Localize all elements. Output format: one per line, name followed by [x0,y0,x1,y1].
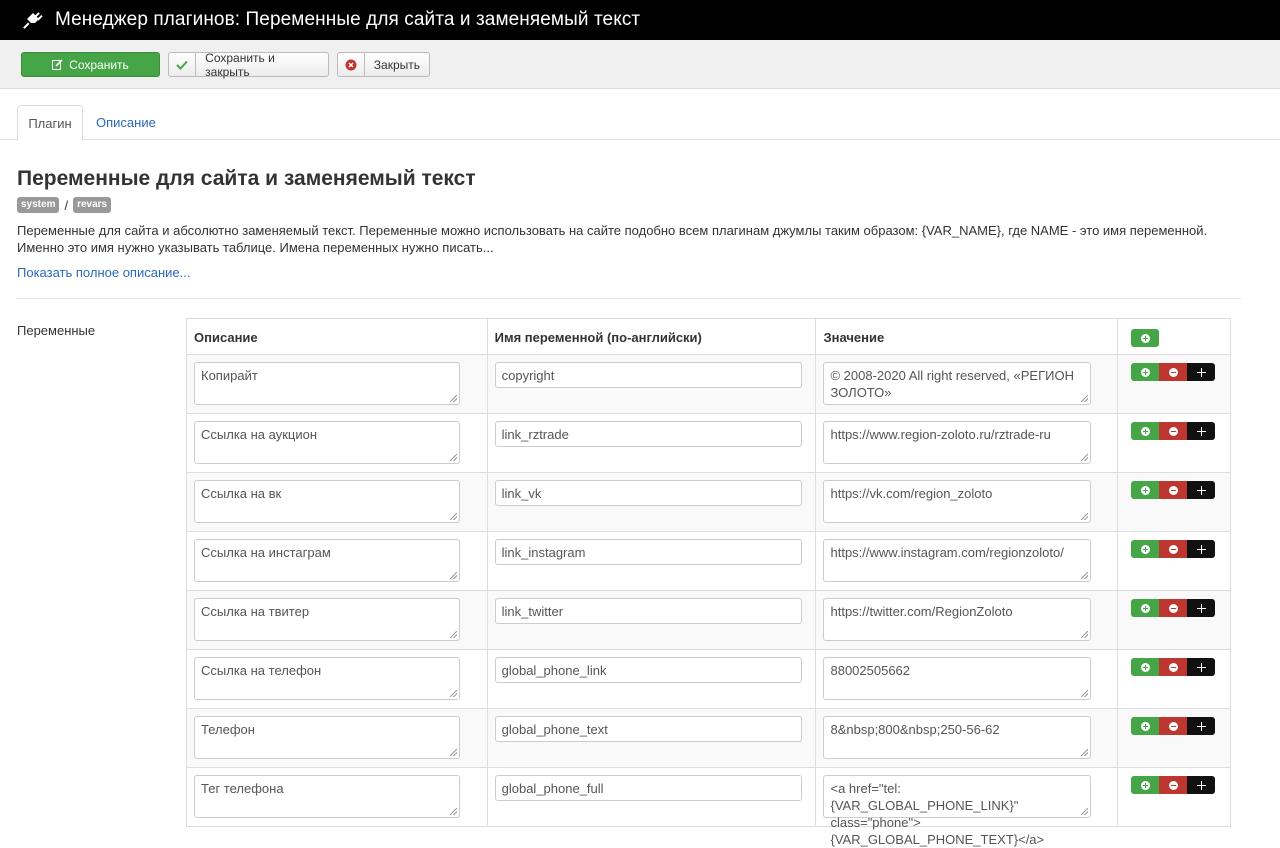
row-action-group [1131,540,1223,558]
move-row-handle[interactable] [1187,599,1215,617]
plus-icon [1141,722,1150,731]
cell-description [187,532,488,591]
cell-value [816,414,1118,473]
variables-table [186,318,1231,847]
cell-description [187,768,488,827]
header-bar [0,0,1280,40]
plus-icon [1141,781,1150,790]
value-textarea[interactable]: 8&nbsp;800&nbsp;250-56-62 [823,716,1091,759]
badge-group: system [17,197,59,213]
cell-actions [1118,414,1231,473]
close-button[interactable] [337,52,430,77]
close-circle-icon [338,53,365,76]
move-icon [1197,663,1206,672]
save-button[interactable] [21,52,160,77]
move-icon [1197,781,1206,790]
row-action-group [1131,599,1223,617]
cell-name [487,768,816,827]
column-header-description: Описание [187,319,488,355]
move-row-handle[interactable] [1187,363,1215,381]
toolbar [0,40,1280,89]
cell-value [816,709,1118,768]
description-textarea[interactable]: Тег телефона [194,775,460,818]
minus-icon [1169,368,1178,377]
plus-icon [1141,486,1150,495]
cell-name [487,355,816,414]
plugin-description: Переменные для сайта и абсолютно заменяемый текст. Переменные можно использовать на сайте подобно всем плагинам джумлы таким образом: {VAR_NAME}, где NAME - это имя переменной. Именно это имя нужно указывать таблице. Имена переменных нужно писать... [17,223,1208,255]
plugin-badges [17,197,111,213]
row-action-group [1131,422,1223,440]
minus-icon [1169,663,1178,672]
value-textarea[interactable]: https://vk.com/region_zoloto [823,480,1091,523]
add-row-after-button[interactable] [1131,658,1159,676]
column-header-value: Значение [816,319,1118,355]
save-button-label: Сохранить [69,57,129,72]
row-action-group [1131,363,1223,381]
description-textarea[interactable]: Ссылка на вк [194,480,460,523]
add-row-after-button[interactable] [1131,776,1159,794]
cell-name [487,650,816,709]
row-action-group [1131,776,1223,794]
table-row [187,768,1231,827]
cell-value [816,532,1118,591]
plus-icon [1141,604,1150,613]
plus-icon [1141,663,1150,672]
plus-icon [1141,334,1150,343]
move-row-handle[interactable] [1187,422,1215,440]
cell-name [487,709,816,768]
minus-icon [1169,781,1178,790]
cell-actions [1118,532,1231,591]
minus-icon [1169,545,1178,554]
remove-row-button[interactable] [1159,363,1187,381]
table-row [187,473,1231,532]
cell-value [816,650,1118,709]
plugin-title: Переменные для сайта и заменяемый текст [17,167,476,190]
description-textarea[interactable]: Ссылка на телефон [194,657,460,700]
cell-actions [1118,768,1231,827]
table-row [187,591,1231,650]
tab-bar [0,105,1280,140]
move-icon [1197,722,1206,731]
cell-description [187,650,488,709]
cell-actions [1118,650,1231,709]
value-textarea[interactable]: © 2008-2020 All right reserved, «РЕГИОН ЗОЛОТО» [823,362,1091,405]
save-and-close-label: Сохранить и закрыть [205,50,275,79]
value-textarea[interactable]: https://www.instagram.com/regionzoloto/ [823,539,1091,582]
move-icon [1197,486,1206,495]
value-textarea[interactable]: https://www.region-zoloto.ru/rztrade-ru [823,421,1091,464]
cell-actions [1118,355,1231,414]
add-row-after-button[interactable] [1131,717,1159,735]
value-textarea[interactable]: https://twitter.com/RegionZoloto [823,598,1091,641]
page-title: Менеджер плагинов: Переменные для сайта и заменяемый текст [55,9,641,30]
table-row [187,532,1231,591]
cell-description [187,473,488,532]
move-icon [1197,604,1206,613]
badge-element: revars [73,197,111,213]
variable-name-input[interactable]: global_phone_text [495,716,802,742]
add-row-after-button[interactable] [1131,540,1159,558]
variable-name-input[interactable]: link_vk [495,480,802,506]
variable-name-input[interactable]: global_phone_link [495,657,802,683]
close-label: Закрыть [373,57,420,72]
description-textarea[interactable]: Копирайт [194,362,460,405]
add-row-after-button[interactable] [1131,363,1159,381]
badge-separator: / [64,197,69,213]
minus-icon [1169,486,1178,495]
cell-value [816,355,1118,414]
row-action-group [1131,658,1223,676]
edit-icon [52,59,63,70]
cell-name [487,591,816,650]
row-action-group [1131,481,1223,499]
remove-row-button[interactable] [1159,599,1187,617]
cell-description [187,591,488,650]
move-icon [1197,545,1206,554]
variable-name-input[interactable]: link_rztrade [495,421,802,447]
cell-actions [1118,473,1231,532]
cell-value [816,591,1118,650]
remove-row-button[interactable] [1159,481,1187,499]
variables-label: Переменные [17,323,96,338]
divider [17,298,1241,299]
cell-description [187,414,488,473]
minus-icon [1169,427,1178,436]
column-header-actions [1118,319,1231,355]
description-textarea[interactable]: Ссылка на аукцион [194,421,460,464]
remove-row-button[interactable] [1159,422,1187,440]
cell-name [487,473,816,532]
value-textarea[interactable]: 88002505662 [823,657,1091,700]
row-action-group [1131,717,1223,735]
move-row-handle[interactable] [1187,717,1215,735]
plus-icon [1141,368,1150,377]
cell-description [187,709,488,768]
table-row [187,355,1231,414]
variable-name-input[interactable]: link_twitter [495,598,802,624]
move-row-handle[interactable] [1187,658,1215,676]
move-icon [1197,368,1206,377]
cell-value [816,768,1118,847]
cell-name [487,414,816,473]
move-row-handle[interactable] [1187,540,1215,558]
description-textarea[interactable]: Ссылка на твитер [194,598,460,641]
cell-description [187,355,488,414]
table-row [187,650,1231,709]
table-row [187,709,1231,768]
add-row-after-button[interactable] [1131,481,1159,499]
plug-icon [21,9,43,31]
minus-icon [1169,604,1178,613]
description-textarea[interactable]: Ссылка на инстаграм [194,539,460,582]
show-full-description-link[interactable]: Показать полное описание... [17,265,191,280]
remove-row-button[interactable] [1159,717,1187,735]
remove-row-button[interactable] [1159,540,1187,558]
minus-icon [1169,722,1178,731]
plus-icon [1141,545,1150,554]
cell-actions [1118,591,1231,650]
check-icon [169,53,196,76]
tab-description[interactable]: Описание [96,115,156,130]
add-row-after-button[interactable] [1131,599,1159,617]
remove-row-button[interactable] [1159,776,1187,794]
cell-value [816,473,1118,532]
table-row [187,414,1231,473]
remove-row-button[interactable] [1159,658,1187,676]
move-icon [1197,427,1206,436]
save-and-close-button[interactable] [168,52,329,77]
column-header-name: Имя переменной (по-английски) [487,319,816,355]
move-row-handle[interactable] [1187,776,1215,794]
plus-icon [1141,427,1150,436]
move-row-handle[interactable] [1187,481,1215,499]
cell-name [487,532,816,591]
description-textarea[interactable]: Телефон [194,716,460,759]
cell-actions [1118,709,1231,768]
add-row-after-button[interactable] [1131,422,1159,440]
variable-name-input[interactable]: global_phone_full [495,775,802,801]
add-row-button[interactable] [1131,329,1159,347]
value-textarea[interactable]: <a href="tel:{VAR_GLOBAL_PHONE_LINK}" class="phone"> {VAR_GLOBAL_PHONE_TEXT}</a> [823,775,1091,818]
table-header-row [187,319,1231,355]
variable-name-input[interactable]: copyright [495,362,802,388]
tab-plugin[interactable]: Плагин [17,105,83,141]
variable-name-input[interactable]: link_instagram [495,539,802,565]
